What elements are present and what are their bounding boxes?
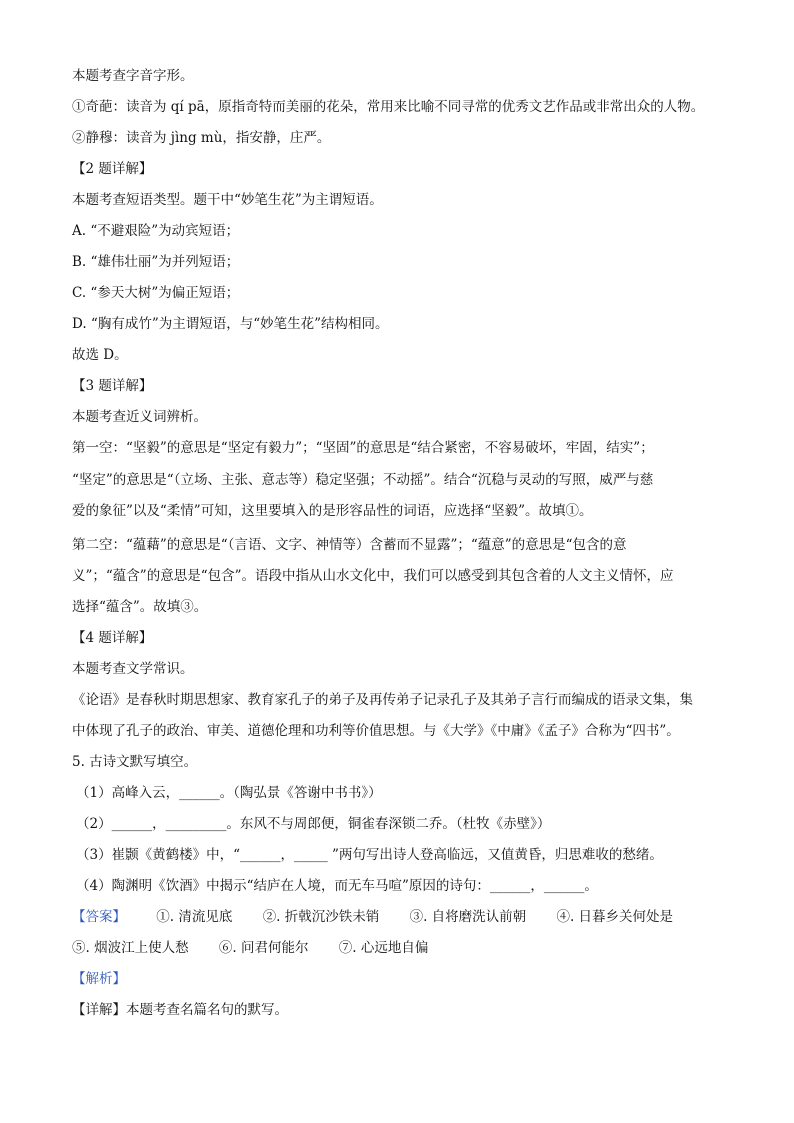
paragraph: 《论语》是春秋时期思想家、教育家孔子的弟子及再传弟子记录孔子及其弟子言行而编成的语录文集，集 [72,692,693,708]
paragraph: ①奇葩：读音为 qí pā，原指奇特而美丽的花朵，常用来比喻不同寻常的优秀文艺作品或非常出众的人物。 [72,99,705,115]
answer-item: ③. 自将磨洗认前朝 [409,909,527,925]
paragraph: 本题考查近义词辨析。 [72,409,207,425]
detail-paragraph: 【详解】本题考查名篇名句的默写。 [72,1002,288,1018]
question-item: （1）高峰入云，______。（陶弘景《答谢中书书》） [76,785,382,801]
answer-item: ②. 折戟沉沙铁未销 [262,909,380,925]
answer-row [72,907,732,927]
answer-item: ⑦. 心远地自偏 [338,940,429,956]
answer-label: 【答案】 [72,909,126,925]
section-heading: 【4 题详解】 [72,630,153,646]
paragraph: 故选 D。 [72,347,128,363]
section-heading: 【3 题详解】 [72,378,153,394]
option-c: C. “参天大树”为偏正短语； [72,285,240,301]
question-item: （3）崔颢《黄鹤楼》中，“______，_____ ”两句写出诗人登高临远，又值黄昏，归思难收的愁绪。 [76,847,663,863]
answer-item: ⑤. 烟波江上使人愁 [72,940,189,956]
paragraph: “坚定”的意思是“（立场、主张、意志等）稳定坚强；不动摇”。结合“沉稳与灵动的写照，威严与慈 [72,472,654,488]
answer-item: ①. 清流见底 [156,909,233,925]
analysis-label: 【解析】 [72,971,126,987]
paragraph: ②静穆：读音为 jìng mù，指安静，庄严。 [72,130,331,146]
section-heading: 【2 题详解】 [72,161,153,177]
answer-item: ⑥. 问君何能尔 [218,940,309,956]
answer-row [72,938,732,958]
paragraph: 爱的象征”以及“柔情”可知，这里要填入的是形容品性的词语，应选择“坚毅”。故填①。 [72,503,593,519]
paragraph: 本题考查短语类型。题干中“妙笔生花”为主谓短语。 [72,192,383,208]
paragraph: 义”；“蕴含”的意思是“包含”。语段中指从山水文化中，我们可以感受到其包含着的人文主义情怀，应 [72,568,674,584]
paragraph: 本题考查文学常识。 [72,661,194,677]
option-d: D. “胸有成竹”为主谓短语，与“妙笔生花”结构相同。 [72,316,389,332]
answer-item: ④. 日暮乡关何处是 [556,909,674,925]
question-title: 5. 古诗文默写填空。 [72,754,198,770]
paragraph: 中体现了孔子的政治、审美、道德伦理和功利等价值思想。与《大学》《中庸》《孟子》合称为“四书”。 [72,723,680,739]
paragraph: 第二空：“蕴藉”的意思是“（言语、文字、神情等）含蓄而不显露”；“蕴意”的意思是“包含的意 [72,537,627,553]
question-item: （2）______，_________。东风不与周郎便，铜雀春深锁二乔。（杜牧《赤壁》） [76,816,551,832]
question-item: （4）陶渊明《饮酒》中揭示“结庐在人境，而无车马喧”原因的诗句：______，______。 [76,878,598,894]
paragraph: 第一空：“坚毅”的意思是“坚定有毅力”；“坚固”的意思是“结合紧密，不容易破坏，牢固，结实”； [72,440,654,456]
paragraph: 本题考查字音字形。 [72,68,194,84]
option-a: A. “不避艰险”为动宾短语； [72,223,240,239]
option-b: B. “雄伟壮丽”为并列短语； [72,254,240,270]
paragraph: 选择“蕴含”。故填③。 [72,599,208,615]
